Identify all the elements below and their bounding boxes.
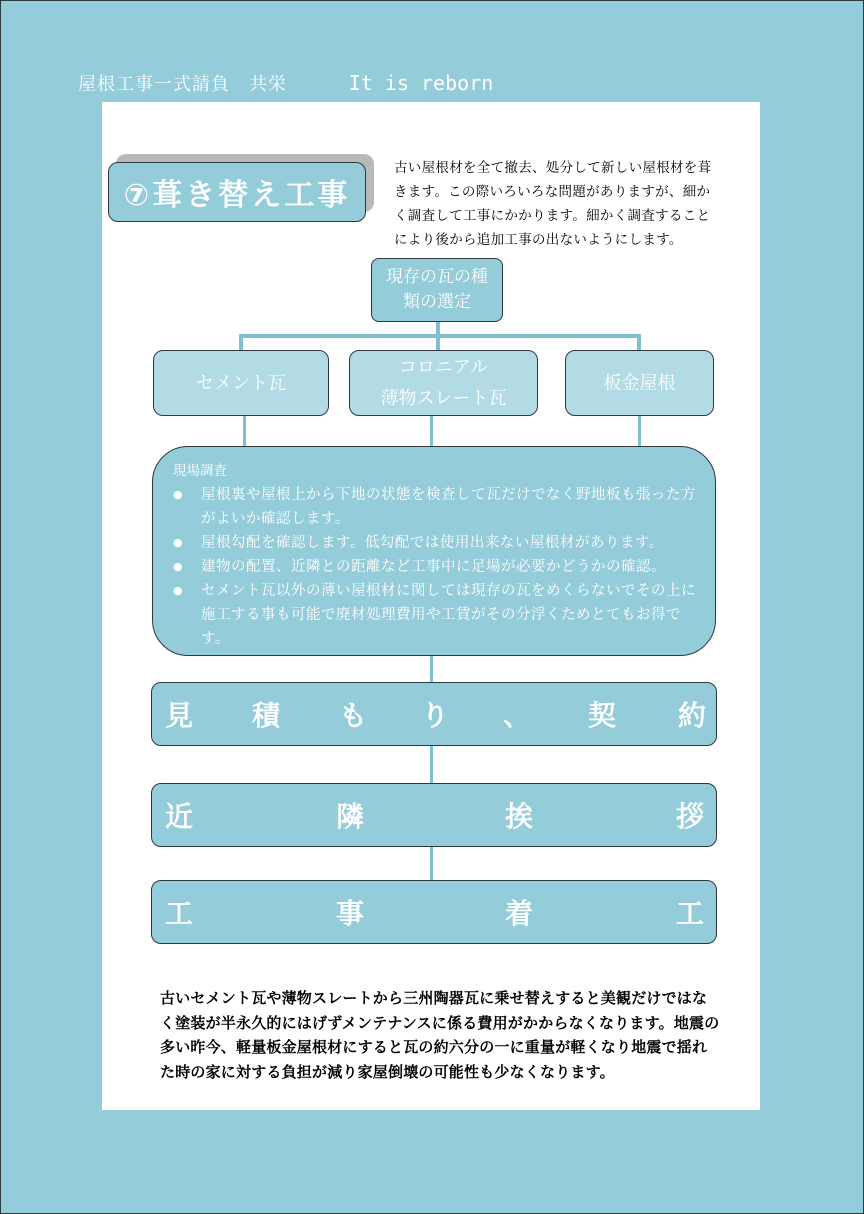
step-char: 契 (587, 699, 617, 732)
step-char: り (420, 699, 450, 732)
step-neighbor-greeting (151, 783, 717, 847)
option-colonial-line-1: コロニアル (398, 357, 489, 378)
option-colonial-slate (349, 350, 538, 416)
connector-greeting-start (430, 846, 433, 880)
step-construction-start (151, 880, 717, 944)
connector-survey-estimate (430, 655, 433, 683)
connector-left-down (243, 416, 246, 447)
option-cement-tile (153, 350, 329, 416)
step-estimate-contract (151, 682, 717, 746)
step-char: 見 (164, 699, 194, 732)
step-char: 着 (504, 897, 534, 930)
tile-type-line-1: 現存の瓦の種 (386, 267, 488, 287)
step-char: 、 (502, 699, 532, 732)
company-name: 屋根工事一式請負 共栄 (78, 74, 287, 95)
step-char: 工 (164, 897, 194, 930)
step-char: 工 (675, 897, 705, 930)
connector-left (239, 334, 243, 351)
connector-horizontal (239, 334, 641, 338)
option-cement-label: セメント瓦 (196, 372, 286, 394)
survey-item: ● 屋根裏や屋根上から下地の状態を検査して瓦だけでなく野地板も張った方がよいか確認します。 (169, 483, 699, 531)
option-colonial-line-2: 薄物スレート瓦 (380, 388, 507, 409)
option-sheet-metal-roof (565, 350, 714, 416)
survey-list (169, 483, 699, 651)
tile-type-selection-box (371, 258, 503, 322)
connector-estimate-greeting (430, 745, 433, 783)
step-char: 挨 (504, 800, 534, 833)
step-char: 隣 (335, 800, 365, 833)
connector-right-down (638, 416, 641, 447)
tagline: It is reborn (340, 68, 502, 104)
tile-type-line-2: 類の選定 (403, 292, 471, 312)
survey-item: ● 屋根勾配を確認します。低勾配では使用出来ない屋根材があります。 (169, 531, 699, 555)
connector-center (436, 334, 440, 351)
step-char: 事 (335, 897, 365, 930)
intro-text: 古い屋根材を全て撤去、処分して新しい屋根材を葺きます。この際いろいろな問題がありますが、細かく調査して工事にかかります。細かく調査することにより後から追加工事の出ないようにします。 (394, 160, 712, 248)
step-char: 拶 (675, 800, 705, 833)
step-char: も (338, 699, 368, 732)
survey-item: ● セメント瓦以外の薄い屋根材に関しては現存の瓦をめくらないでその上に施工する事も可能で廃材処理費用や工賃がその分浮くためとてもお得です。 (169, 579, 699, 651)
step-char: 積 (251, 699, 281, 732)
step-char: 近 (164, 800, 194, 833)
survey-title: 現場調査 (173, 463, 227, 479)
option-sheet-metal-label: 板金屋根 (603, 372, 676, 394)
summary-text: 古いセメント瓦や薄物スレートから三州陶器瓦に乗せ替えすると美観だけではなく塗装が半永久的にはげずメンテナンスに係る費用がかからなくなります。地震の多い昨今、軽量板金屋根材にすると瓦の約六分の一に重量が軽くなり地震で揺れた時の家に対する負担が減り家屋倒壊の可能性も少なくなります。 (160, 989, 720, 1081)
section-title: ⑦葺き替え工事 (108, 162, 366, 222)
connector-right (637, 334, 641, 351)
step-char: 約 (677, 699, 707, 732)
connector-center-down (430, 416, 433, 447)
survey-item: ● 建物の配置、近隣との距離など工事中に足場が必要かどうかの確認。 (169, 555, 699, 579)
site-survey-box (152, 446, 716, 656)
